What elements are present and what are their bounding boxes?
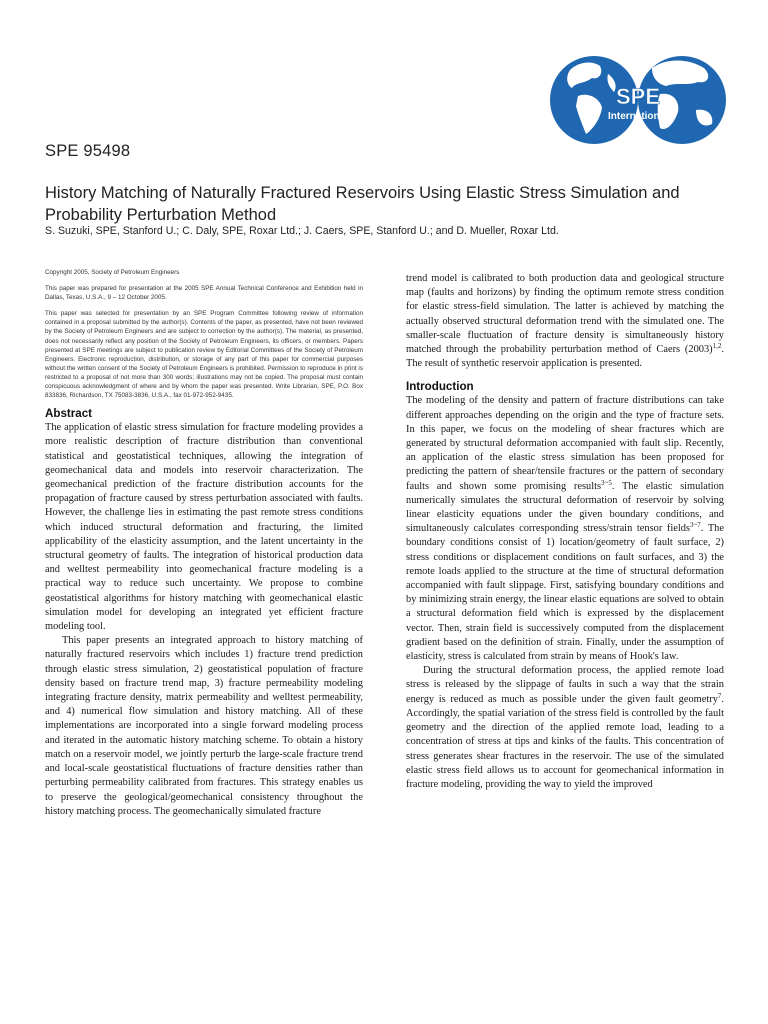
right-column <box>406 272 724 792</box>
paper-authors: S. Suzuki, SPE, Stanford U.; C. Daly, SPE, Roxar Ltd.; J. Caers, SPE, Stanford U.; and D. Mueller, Roxar Ltd. <box>45 225 559 237</box>
intro-p2-text-a: During the structural deformation process, the applied remote load stress is released by the slippage of faults in such a way that the strain energy is reduced as much as possible under the given fault geometry <box>406 665 724 705</box>
introduction-paragraph-2 <box>406 664 724 792</box>
citation-superscript: 7 <box>717 691 722 700</box>
citation-superscript: 1,2 <box>712 342 722 351</box>
paper-number: SPE 95498 <box>45 142 131 160</box>
disclaimer-note: This paper was selected for presentation by an SPE Program Committee following review of information contained in a proposal submitted by the author(s). Contents of the paper, as presented, have not been reviewed by the Society of Petroleum Engineers and are subject to correction by the author(s). The material, as presented, does not necessarily reflect any position of the Society of Petroleum Engineers, its officers, or members. Papers presented at SPE meetings are subject to publication review by Editorial Committees of the Society of Petroleum Engineers. Electronic reproduction, distribution, or storage of any part of this paper for commercial purposes without the written consent of the Society of Petroleum Engineers is prohibited. Permission to reproduce in print is restricted to a proposal of not more than 300 words; illustrations may not be copied. The proposal must contain conspicuous acknowledgment of where and by whom the paper was presented. Write Librarian, SPE, P.O. Box 833836, Richardson, TX 75083-3836, U.S.A., fax 01-972-952-9435. <box>45 310 363 400</box>
intro-p1-text-b: . The elastic simulation numerically simulates the structural deformation of reservoir by solving linear elasticity equations under the given boundary conditions, and simultaneously calculates corresponding stress/strain tensor fields <box>406 480 724 535</box>
citation-superscript: 3~7 <box>690 521 701 530</box>
abstract-cont-text-a: trend model is calibrated to both production data and geological structure map (faults and horizons) by finding the optimum remote stress condition for elastic stress-field simulation. The latter is achieved by matching the actually observed structural deformation trend with the simulated one. The smaller-scale fluctuation of fracture density is simultaneously history matched through the probability perturbation method of Caers (2003) <box>406 273 724 356</box>
abstract-paragraph-1: The application of elastic stress simulation for fracture modeling provides a more realistic description of fracture distribution than conventional statistical and geostatistical techniques, allowing the integration of geomechanical data and models into reservoir characterization. The geomechanical prediction of the fracture distribution accounts for the propagation of fracture caused by stress perturbation associated with faults. However, the challenge lies in estimating the past remote stress conditions which induced structural deformation and fracturing, the limited applicability of the elasticity assumption, and the latent uncertainty in the structural geometry of faults. The integration of historical production data and welltest permeability into geomechanical fracture modeling is a practical way to reduce such uncertainty. We propose to combine geostatistical algorithms for history matching with geomechanical elastic simulation model for developing an integrated yet efficient fracture modeling tool. <box>45 422 363 633</box>
abstract-cont-text-b: . The result of synthetic reservoir application is presented. <box>406 344 724 370</box>
abstract-heading: Abstract <box>45 407 93 421</box>
conference-note: This paper was prepared for presentation at the 2005 SPE Annual Technical Conference and Exhibition held in Dallas, Texas, U.S.A., 9 – 12 October 2005. <box>45 285 363 302</box>
abstract-continuation <box>406 272 724 371</box>
introduction-paragraph-1 <box>406 394 724 664</box>
intro-p1-text-a: The modeling of the density and pattern of fracture distributions can take different approaches depending on the origin and the type of fracture sets. In this paper, we focus on the modeling of shear fractures which are generated by structural deformation accompanied with fault slip. Recently, an application of the elastic stress simulation has been proposed for predicting the pattern of shear/tensile fractures or the pattern of secondary faults and shown some promising results <box>406 395 724 492</box>
introduction-heading: Introduction <box>406 380 474 394</box>
paper-title: History Matching of Naturally Fractured Reservoirs Using Elastic Stress Simulation and Probability Perturbation Method <box>45 184 680 224</box>
logo-spe-text: SPE <box>615 84 661 109</box>
abstract-paragraph-2: This paper presents an integrated approach to history matching of naturally fractured reservoirs which includes 1) fracture trend prediction through elastic stress simulation, 2) geostatistical population of fracture density based on fracture trend map, 3) fracture permeability modeling integrating fracture density, matrix permeability and welltest permeability, and 4) numerical flow simulation and history matching. All of these implementations are incorporated into a single forward modeling process and iterated in the automatic history matching scheme. To obtain a history match on a reservoir model, we jointly perturb the large-scale fracture trend and local-scale geostatistical fluctuations of fracture densities rather than perturbing permeability calibrated from fractures. This strategy enables us to preserve the geological/geomechanical consistency throughout the history matching process. The geomechanically simulated fracture <box>45 635 363 817</box>
left-column <box>45 268 363 819</box>
intro-p2-text-b: . Accordingly, the spatial variation of the stress field is controlled by the fault geometry and the direction of the applied remote load, leading to a concentration of stress at tips and kinks of the faults. This concentration of stress generates shear fractures in the reservoir. The use of the simulated elastic stress field allows us to account for geomechanical information in fracture modeling, providing the way to yield the improved <box>406 693 724 790</box>
citation-superscript: 3~5 <box>601 478 612 487</box>
logo-international-text: International <box>607 111 669 122</box>
spe-international-logo <box>548 44 728 156</box>
intro-p1-text-c: . The boundary conditions consist of 1) location/geometry of fault surface, 2) stress conditions or displacement conditions on fault surfaces, and 3) the remote loads applied to the structure at the time of structural deformation accompanied with fault slippage. First, satisfying boundary conditions and by minimizing strain energy, the linear elastic equations are solved to obtain a structural deformation field which is expressed by the displacement vector. Then, strain field is successively computed from the displacement gradient based on the definition of strain. Finally, under the assumption of elasticity, stress is calculated from strain by means of Hook's law. <box>406 523 724 663</box>
copyright-line: Copyright 2005, Society of Petroleum Engineers <box>45 269 180 276</box>
